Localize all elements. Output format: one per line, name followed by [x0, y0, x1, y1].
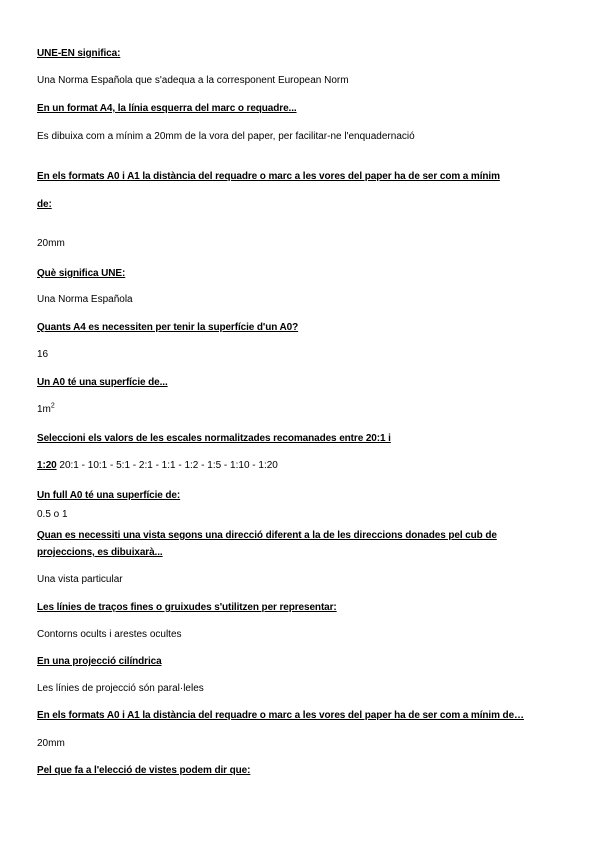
- answer-5: 16: [37, 349, 49, 360]
- question-5: Quants A4 es necessiten per tenir la superfície d'un A0?: [37, 322, 299, 333]
- question-9-line-1: Quan es necessiti una vista segons una direcció diferent a la de les direccions donades pel cub de: [37, 530, 497, 541]
- answer-9: Una vista particular: [37, 574, 123, 585]
- question-6: Un A0 té una superfície de...: [37, 377, 168, 388]
- answer-2: Es dibuixa com a mínim a 20mm de la vora del paper, per facilitar-ne l'enquadernació: [37, 131, 415, 142]
- answer-10: Contorns ocults i arestes ocultes: [37, 629, 182, 640]
- answer-1: Una Norma Española que s'adequa a la corresponent European Norm: [37, 75, 349, 86]
- answer-11: Les línies de projecció són paral·leles: [37, 683, 204, 694]
- answer-4: Una Norma Española: [37, 294, 133, 305]
- question-1: UNE-EN significa:: [37, 48, 121, 59]
- question-9-line-2: projeccions, es dibuixarà...: [37, 547, 163, 558]
- question-12: En els formats A0 i A1 la distància del requadre o marc a les vores del paper ha de ser com a mínim de…: [37, 710, 524, 721]
- question-8: Un full A0 té una superfície de:: [37, 490, 181, 501]
- question-4: Què significa UNE:: [37, 268, 126, 279]
- answer-6-value: 1m: [37, 404, 51, 415]
- answer-6: [37, 404, 55, 416]
- question-11: En una projecció cilíndrica: [37, 656, 162, 667]
- question-7-line-2: 1:20: [37, 460, 57, 471]
- question-13: Pel que fa a l'elecció de vistes podem dir que:: [37, 765, 251, 776]
- question-10: Les línies de traços fines o gruixudes s'utilitzen per representar:: [37, 602, 337, 613]
- question-2: En un format A4, la línia esquerra del marc o requadre...: [37, 103, 297, 114]
- question-7-line-2-row: [37, 460, 278, 472]
- answer-6-superscript: 2: [50, 402, 55, 410]
- question-3-line-2: de:: [37, 199, 52, 210]
- answer-3: 20mm: [37, 238, 65, 249]
- question-7-line-1: Seleccioni els valors de les escales normalitzades recomanades entre 20:1 i: [37, 433, 391, 444]
- answer-8: 0.5 o 1: [37, 509, 68, 520]
- answer-12: 20mm: [37, 738, 65, 749]
- question-3-line-1: En els formats A0 i A1 la distància del requadre o marc a les vores del paper ha de ser com a mínim: [37, 171, 500, 182]
- answer-7: 20:1 - 10:1 - 5:1 - 2:1 - 1:1 - 1:2 - 1:5 - 1:10 - 1:20: [56, 460, 278, 471]
